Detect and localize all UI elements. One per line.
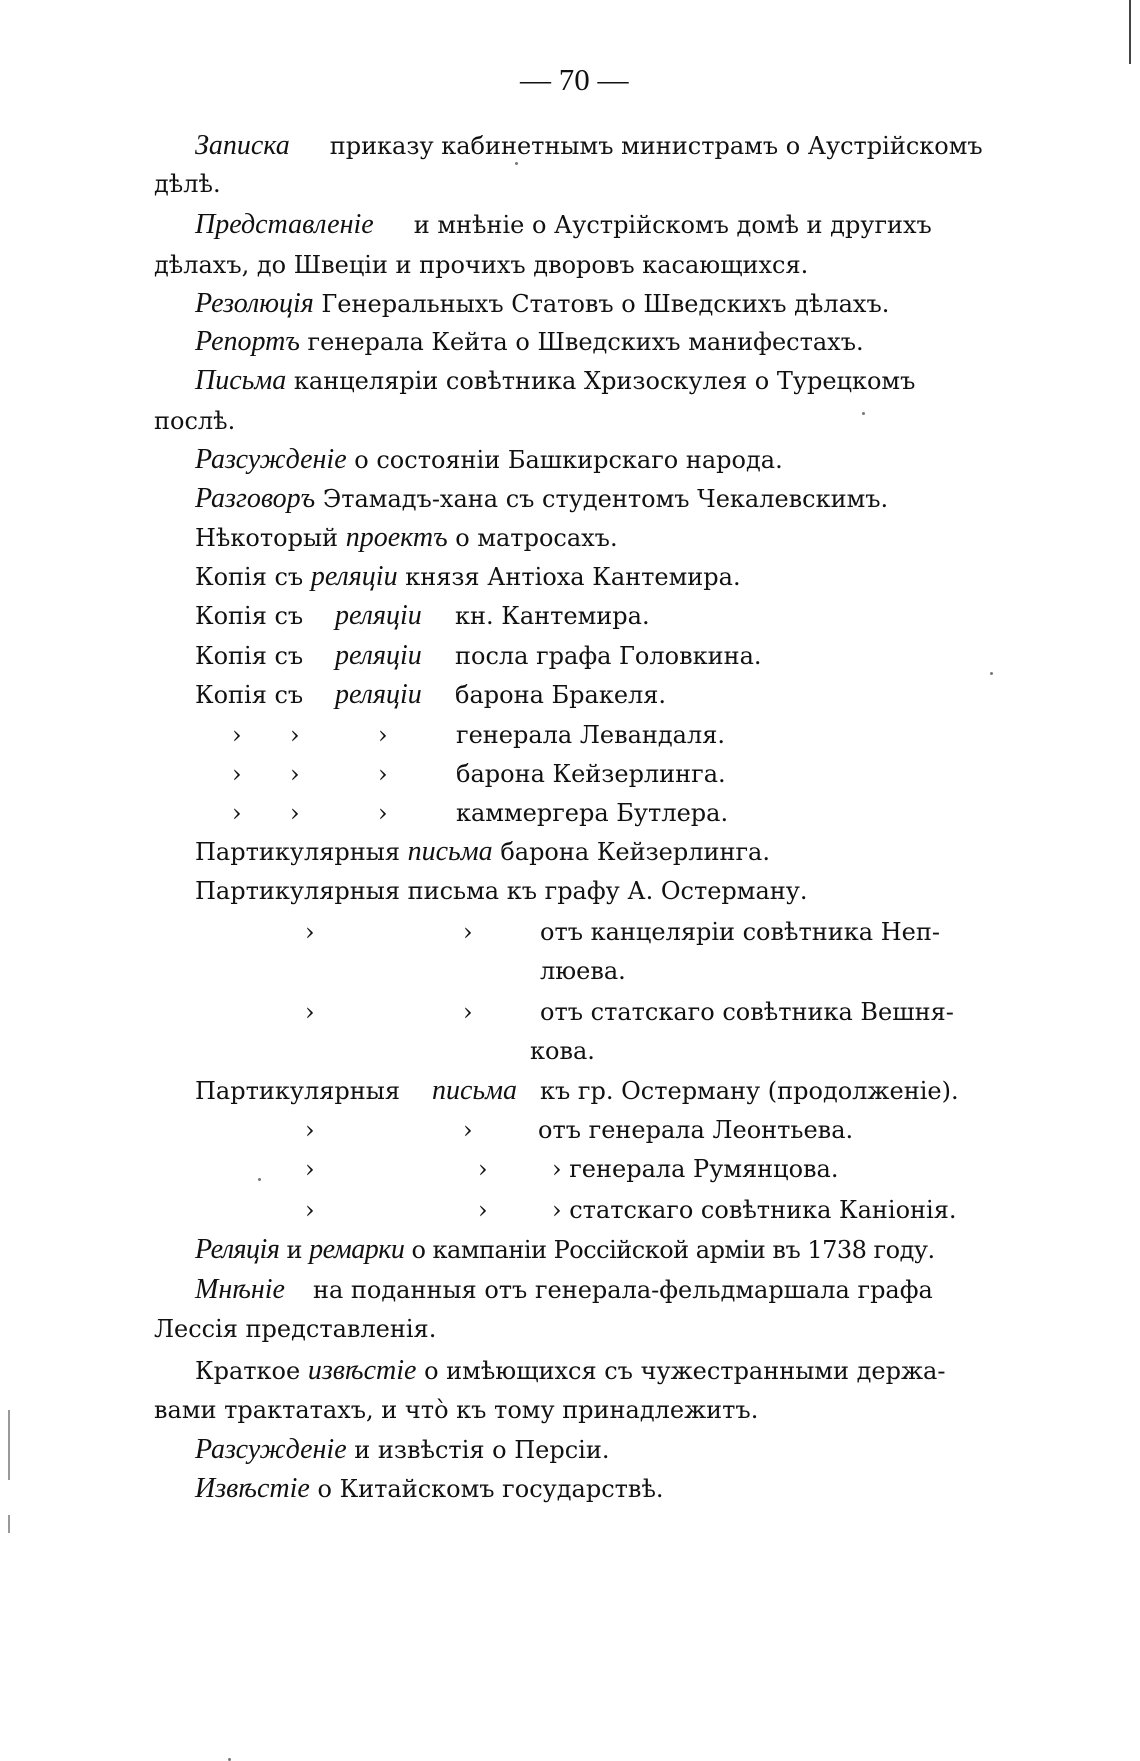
ditto-mark: › <box>378 721 388 749</box>
entry-line: Реляція и ремарки о кампаніи Россійской арміи въ 1738 году. <box>195 1234 935 1265</box>
ditto-row: › › › статскаго совѣтника Каніонія. <box>305 1196 957 1224</box>
ditto-mark: › <box>305 998 315 1026</box>
ditto-mark: › <box>478 1196 488 1224</box>
entry-line: дѣлахъ, до Швеціи и прочихъ дворовъ касающихся. <box>154 251 809 279</box>
ditto-row: › › › каммергера Бутлера. <box>232 799 729 827</box>
page-edge-mark <box>1129 0 1131 64</box>
print-speck <box>990 672 993 675</box>
ditto-row: › › › генерала Левандаля. <box>232 721 725 749</box>
ditto-mark: › <box>232 760 242 788</box>
entry-line: Копія съ реляціи барона Бракеля. <box>195 679 667 710</box>
ditto-mark: › <box>305 918 315 946</box>
ditto-mark: › <box>290 799 300 827</box>
ditto-mark: › <box>305 1116 315 1144</box>
entry-line: Копія съ реляціи кн. Кантемира. <box>195 600 650 631</box>
entry-line: Разговоръ Этамадъ-хана съ студентомъ Чекалевскимъ. <box>195 483 889 514</box>
ditto-mark: › <box>232 721 242 749</box>
entry-line: Краткое извѣстіе о имѣющихся съ чужестранными держа- <box>195 1355 946 1386</box>
ditto-mark: › <box>378 799 388 827</box>
ditto-mark: › <box>290 760 300 788</box>
ditto-row: › › отъ статскаго совѣтника Вешня- <box>305 998 954 1026</box>
entry-line: послѣ. <box>154 407 236 435</box>
ditto-mark: › <box>378 760 388 788</box>
ditto-row: › › › генерала Румянцова. <box>305 1155 839 1183</box>
margin-mark <box>8 1515 10 1533</box>
ditto-mark: › <box>463 918 473 946</box>
entry-line: дѣлѣ. <box>154 170 221 198</box>
ditto-mark: › <box>290 721 300 749</box>
entry-line: Представленіе и мнѣніе о Аустрійскомъ домѣ и другихъ <box>195 209 932 240</box>
ditto-mark: › <box>463 1116 473 1144</box>
print-speck <box>515 162 518 165</box>
entry-line: Разсужденіе о состояніи Башкирскаго народа. <box>195 444 783 475</box>
ditto-mark: › <box>463 998 473 1026</box>
entry-line: Разсужденіе и извѣстія о Персіи. <box>195 1434 610 1465</box>
ditto-mark: › <box>232 799 242 827</box>
entry-line: Извѣстіе о Китайскомъ государствѣ. <box>195 1473 664 1504</box>
margin-mark <box>8 1410 10 1480</box>
entry-line: Партикулярныя письма къ гр. Остерману (продолженіе). <box>195 1075 959 1106</box>
entry-line: Мнѣніе на поданныя отъ генерала-фельдмаршала графа <box>195 1274 933 1305</box>
ditto-row: › › отъ канцеляріи совѣтника Неп- <box>305 918 940 946</box>
entry-line: Резолюція Генеральныхъ Статовъ о Шведскихъ дѣлахъ. <box>195 288 890 319</box>
entry-line: Копія съ реляціи посла графа Головкина. <box>195 640 762 671</box>
entry-line: Нѣкоторый проектъ о матросахъ. <box>195 522 618 553</box>
ditto-mark: › <box>305 1196 315 1224</box>
entry-line: вами трактатахъ, и чтò къ тому принадлежитъ. <box>154 1396 759 1424</box>
print-speck <box>862 412 865 415</box>
ditto-row: › › отъ генерала Леонтьева. <box>305 1116 854 1144</box>
entry-line: Лессія представленія. <box>154 1315 437 1343</box>
entry-line: кова. <box>530 1037 595 1065</box>
entry-line: люева. <box>540 957 626 985</box>
ditto-mark: › <box>478 1155 488 1183</box>
page-number: — 70 — <box>520 62 629 97</box>
entry-line: Партикулярныя письма къ графу А. Остерману. <box>195 877 808 905</box>
entry-line: Репортъ генерала Кейта о Шведскихъ манифестахъ. <box>195 326 864 357</box>
entry-line: Письма канцеляріи совѣтника Хризоскулея о Турецкомъ <box>195 365 916 396</box>
entry-line: Копія съ реляціи князя Антіоха Кантемира. <box>195 561 741 592</box>
entry-line: Партикулярныя письма барона Кейзерлинга. <box>195 836 770 867</box>
ditto-row: › › › барона Кейзерлинга. <box>232 760 726 788</box>
entry-line: Записка приказу кабинетнымъ министрамъ о Аустрійскомъ <box>195 130 983 161</box>
ditto-mark: › <box>305 1155 315 1183</box>
